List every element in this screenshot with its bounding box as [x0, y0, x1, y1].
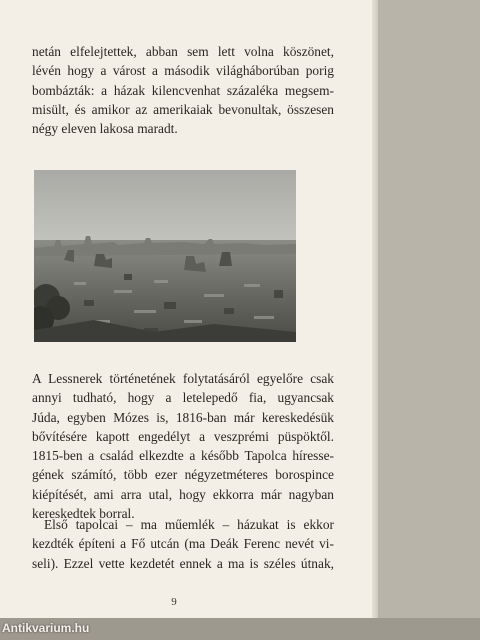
text-line: A Lessnerek történetének folytatásáról egyelőre csak — [32, 371, 334, 386]
text-line: bombázták: a házak kilencvenhat százaléka megsem- — [32, 82, 334, 98]
page-number: 9 — [171, 596, 177, 608]
text-line: Júda, egyben Mózes is, 1816-ban már kereskedésük — [32, 409, 334, 425]
text-line: gének számító, több ezer négyzetméteres borospince — [32, 467, 334, 483]
text-line: kiépítését, ami arra utal, hogy ekkorra már nagyban — [32, 486, 334, 502]
text-line: kezdték építeni a Fő utcán (ma Deák Ferenc nevét vi- — [32, 536, 334, 552]
paragraph-1 — [32, 42, 334, 138]
text-line: bővítésére kapott engedélyt a veszprémi püspöktől. — [32, 428, 334, 444]
text-line: kereskedtek borral. — [32, 506, 135, 522]
paragraph-2 — [32, 369, 334, 523]
photo-image — [34, 170, 296, 342]
text-line: lévén hogy a várost a második világháborúban porig — [32, 63, 334, 79]
text-line: netán elfelejtettek, abban sem lett volna köszönet, — [32, 44, 334, 59]
text-line: Első tapolcai – ma műemlék – házukat is ekkor — [44, 517, 334, 532]
watermark: Antikvarium.hu — [2, 621, 90, 635]
text-line: négy eleven lakosa maradt. — [32, 121, 178, 137]
page-edge — [372, 0, 378, 640]
text-line: 1815-ben a család elkezdte a később Tapolca híresse- — [32, 448, 334, 464]
paragraph-3 — [32, 515, 334, 573]
text-line: misült, és amikor az amerikaiak bevonultak, összesen — [32, 101, 334, 117]
text-line: seli). Ezzel vette kezdetét ennek a ma is széles útnak, — [32, 555, 334, 571]
war-ruins-photo — [34, 170, 296, 342]
text-line: annyi tudható, hogy a letelepedő fia, ugyancsak — [32, 390, 334, 406]
